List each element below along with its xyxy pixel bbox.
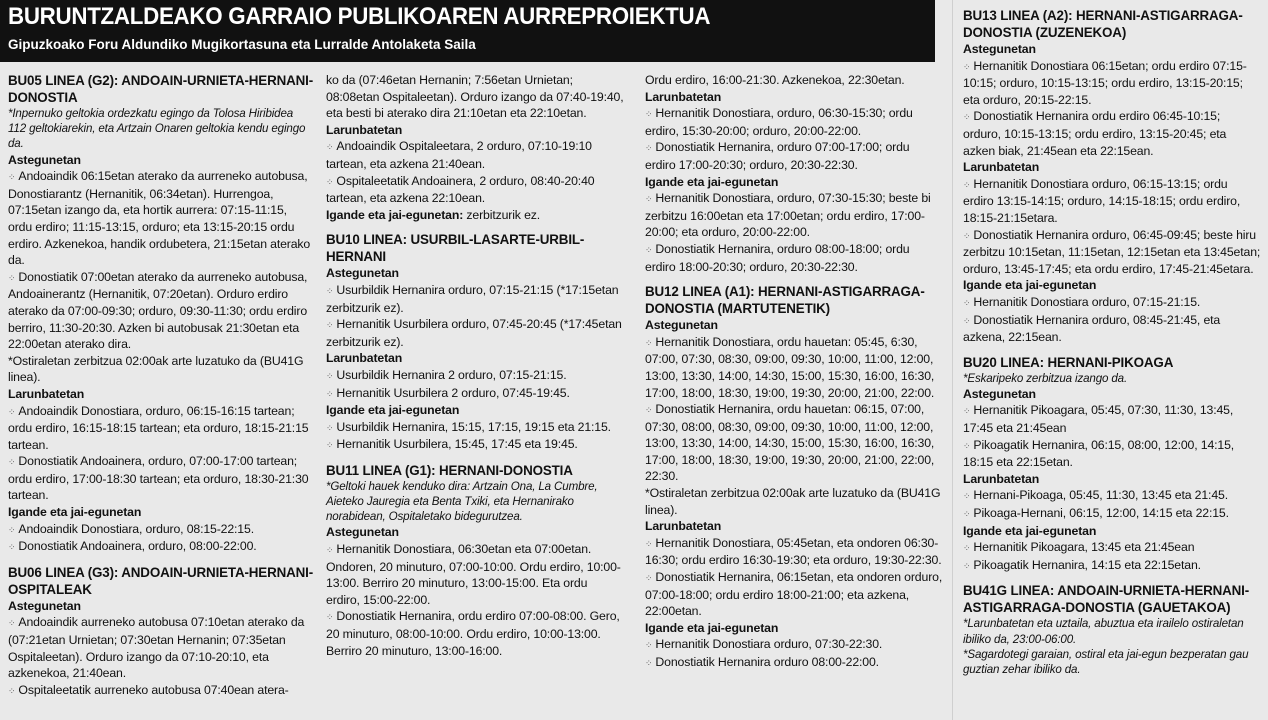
schedule-item bbox=[963, 505, 1261, 523]
bullet-icon: ⁘ bbox=[326, 440, 334, 451]
schedule-heading: Larunbatetan bbox=[645, 519, 722, 534]
schedule-text: Hernanitik Pikoagara, 13:45 eta 21:45ean bbox=[973, 540, 1195, 555]
schedule-text: Hernanitik Donostiara, orduro, 06:30-15:30; ordu erdiro, 15:30-20:00; orduro, 20:00-22:00. bbox=[645, 106, 913, 138]
page-header bbox=[0, 0, 935, 62]
bullet-icon: ⁘ bbox=[963, 440, 971, 451]
schedule-text: Hernanitik Donostiara orduro, 07:15-21:15. bbox=[973, 294, 1201, 309]
page-title: BURUNTZALDEAKO GARRAIO PUBLIKOAREN AURREPROIEKTUA bbox=[8, 3, 711, 30]
schedule-item bbox=[645, 105, 943, 139]
bullet-icon: ⁘ bbox=[963, 230, 971, 241]
schedule-item bbox=[963, 294, 1261, 312]
schedule-item bbox=[8, 614, 314, 681]
schedule-text: Andoaindik aurreneko autobusa 07:10etan aterako da (07:21etan Urnietan; 07:30etan Hernanin; 07:35etan Ospitaleetan). Orduro izango da 07:10-20:10, eta azkenekoa, 21:40ean. bbox=[8, 615, 305, 681]
schedule-text: *Ostiraletan zerbitzua 02:00ak arte luzatuko da (BU41G linea). bbox=[8, 353, 304, 385]
column-4 bbox=[963, 7, 1261, 720]
schedule-text: Pikoaga-Hernani, 06:15, 12:00, 14:15 eta 22:15. bbox=[973, 506, 1229, 521]
schedule-item bbox=[963, 227, 1261, 278]
schedule-heading: Larunbatetan bbox=[8, 386, 85, 401]
bullet-icon: ⁘ bbox=[326, 388, 334, 399]
line-title: BU11 LINEA (G1): HERNANI-DONOSTIA bbox=[326, 462, 573, 478]
bullet-icon: ⁘ bbox=[645, 405, 653, 416]
schedule-text: Donostiatik Hernanira orduro, 06:45-09:45; beste hiru zerbitzu 10:15etan, 11:15etan, 12:15etan eta 13:45etan; orduro, 13:45-17:45; eta ordu erdiro, 17:45-21:45etara. bbox=[963, 227, 1261, 276]
bullet-icon: ⁘ bbox=[645, 143, 653, 154]
schedule-item bbox=[963, 312, 1261, 346]
schedule-heading: Larunbatetan bbox=[963, 160, 1040, 175]
bullet-icon: ⁘ bbox=[326, 545, 334, 556]
bullet-icon: ⁘ bbox=[326, 422, 334, 433]
schedule-heading: Astegunetan bbox=[963, 386, 1036, 401]
bullet-icon: ⁘ bbox=[8, 172, 16, 183]
line-title: BU05 LINEA (G2): ANDOAIN-URNIETA-HERNANI-DONOSTIA bbox=[8, 73, 314, 105]
schedule-heading: Larunbatetan bbox=[963, 471, 1040, 486]
schedule-text: Donostiatik 07:00etan aterako da aurreneko autobusa, Andoainerantz (Hernanitik, 07:20etan). Orduro erdiro aterako da 07:00-09:30; orduro, 09:30-11:30; ordu erdiro berriro, 11:30-20:30. Azken bi autobusak 21:30etan eta 22:00etan aterako dira. bbox=[8, 269, 308, 352]
schedule-item bbox=[326, 173, 624, 207]
schedule-text: Pikoagatik Hernanira, 06:15, 08:00, 12:00, 14:15, 18:15 eta 22:15etan. bbox=[963, 437, 1235, 470]
line-title: BU10 LINEA: USURBIL-LASARTE-URBIL-HERNANI bbox=[326, 232, 585, 265]
schedule-text: Hernanitik Usurbilera orduro, 07:45-20:45 (*17:45etan zerbitzurik ez). bbox=[326, 317, 622, 349]
schedule-heading: Igande eta jai-egunetan bbox=[645, 620, 779, 635]
schedule-heading: Igande eta jai-egunetan bbox=[645, 174, 779, 189]
schedule-text: Andoaindik Donostiara, orduro, 06:15-16:15 tartean; ordu erdiro, 16:15-18:15 tartean; eta orduro, 18:15-21:15 tartean. bbox=[8, 403, 309, 452]
bullet-icon: ⁘ bbox=[8, 272, 16, 283]
bullet-icon: ⁘ bbox=[326, 612, 334, 623]
bullet-icon: ⁘ bbox=[963, 297, 971, 308]
schedule-heading: Astegunetan bbox=[645, 318, 718, 333]
schedule-text: Donostiatik Hernanira ordu erdiro 06:45-10:15; orduro, 10:15-13:15; ordu erdiro, 13:15-20:45; eta azken biak, 21:45ean eta 22:15ean. bbox=[963, 109, 1227, 158]
schedule-item bbox=[8, 538, 314, 556]
bullet-icon: ⁘ bbox=[326, 142, 334, 153]
schedule-item bbox=[963, 539, 1261, 557]
bullet-icon: ⁘ bbox=[963, 543, 971, 554]
schedule-text: Ospitaleetatik Andoainera, 2 orduro, 08:40-20:40 tartean, eta azkena 22:10ean. bbox=[326, 173, 595, 206]
schedule-item bbox=[963, 557, 1261, 575]
line-title: BU20 LINEA: HERNANI-PIKOAGA bbox=[963, 354, 1174, 370]
schedule-heading: Igande eta jai-egunetan bbox=[8, 505, 142, 520]
schedule-item bbox=[963, 58, 1261, 109]
schedule-item bbox=[326, 385, 624, 403]
schedule-item bbox=[8, 168, 314, 269]
bullet-icon: ⁘ bbox=[963, 491, 971, 502]
schedule-item bbox=[963, 176, 1261, 227]
schedule-text: Donostiatik Hernanira orduro 08:00-22:00. bbox=[655, 655, 879, 669]
schedule-heading: Larunbatetan bbox=[326, 351, 403, 366]
bullet-icon: ⁘ bbox=[963, 179, 971, 190]
schedule-heading: Igande eta jai-egunetan: bbox=[326, 207, 464, 222]
line-note: *Eskaripeko zerbitzua izango da. bbox=[963, 371, 1128, 385]
schedule-heading: Larunbatetan bbox=[645, 89, 722, 104]
schedule-item bbox=[645, 334, 943, 401]
schedule-text: Donostiatik Hernanira, orduro 07:00-17:00; ordu erdiro 17:00-20:30; orduro, 20:30-22:30. bbox=[645, 140, 910, 172]
bullet-icon: ⁘ bbox=[645, 538, 653, 549]
schedule-text: Hernanitik Donostiara orduro, 07:30-22:30. bbox=[655, 637, 883, 652]
schedule-heading: Astegunetan bbox=[326, 266, 399, 281]
bullet-icon: ⁘ bbox=[645, 658, 653, 668]
schedule-item bbox=[8, 453, 314, 504]
line-note: *Larunbatetan eta uztaila, abuztua eta irailelo ostiraletan ibiliko da, 23:00-06:00. bbox=[963, 617, 1244, 646]
bullet-icon: ⁘ bbox=[8, 685, 16, 696]
line-title: BU41G LINEA: ANDOAIN-URNIETA-HERNANI-ASTIGARRAGA-DONOSTIA (GAUETAKOA) bbox=[963, 583, 1250, 616]
schedule-text: *Ostiraletan zerbitzua 02:00ak arte luzatuko da (BU41G linea). bbox=[645, 486, 941, 517]
schedule-item bbox=[645, 535, 943, 569]
schedule-text: Ospitaleetatik aurreneko autobusa 07:40ean atera- bbox=[18, 682, 289, 697]
schedule-heading: Astegunetan bbox=[963, 42, 1036, 56]
bullet-icon: ⁘ bbox=[8, 524, 16, 535]
schedule-item bbox=[326, 316, 624, 350]
schedule-text: zerbitzurik ez. bbox=[463, 207, 541, 222]
column-1 bbox=[8, 72, 314, 720]
schedule-text: Donostiatik Andoainera, orduro, 07:00-17:00 tartean; ordu erdiro, 17:00-18:30 tartean; eta orduro, 18:30-21:30 tartean. bbox=[8, 454, 309, 503]
bullet-icon: ⁘ bbox=[963, 315, 971, 326]
schedule-text: Donostiatik Hernanira, ordu erdiro 07:00-08:00. Gero, 20 minuturo, 08:00-10:00. Ordu erdiro, 10:00-13:00. Berriro 20 minuturo, 13:00-16:00. bbox=[326, 609, 620, 658]
schedule-text: Usurbildik Hernanira, 15:15, 17:15, 19:15 eta 21:15. bbox=[336, 419, 611, 434]
bullet-icon: ⁘ bbox=[963, 112, 971, 123]
line-note: *Inpernuko geltokia ordezkatu egingo da Tolosa Hiribidea 112 geltokiarekin, eta Artzain Onaren geltokia kendu egingo da. bbox=[8, 107, 306, 151]
schedule-text: Andoaindik Donostiara, orduro, 08:15-22:15. bbox=[18, 521, 254, 536]
schedule-inline bbox=[326, 207, 624, 224]
bullet-icon: ⁘ bbox=[326, 370, 334, 381]
schedule-text: Donostiatik Hernanira, 06:15etan, eta ondoren orduro, 07:00-18:00; ordu erdiro 18:00-21:00; eta azkena, 22:00etan. bbox=[645, 570, 943, 619]
schedule-text: Hernanitik Donostiara 06:15etan; ordu erdiro 07:15-10:15; orduro, 10:15-13:15; ordu erdiro, 13:15-20:15; eta orduro, 20:15-22:15. bbox=[963, 58, 1247, 107]
schedule-text: Hernani-Pikoaga, 05:45, 11:30, 13:45 eta 21:45. bbox=[973, 488, 1228, 503]
schedule-heading: Igande eta jai-egunetan bbox=[963, 278, 1097, 293]
schedule-item bbox=[963, 108, 1261, 159]
schedule-item bbox=[645, 190, 943, 241]
bullet-icon: ⁘ bbox=[645, 244, 653, 255]
bullet-icon: ⁘ bbox=[645, 337, 653, 348]
schedule-text: Hernanitik Usurbilera 2 orduro, 07:45-19:45. bbox=[336, 385, 570, 400]
page-subtitle: Gipuzkoako Foru Aldundiko Mugikortasuna eta Lurralde Antolaketa Saila bbox=[8, 37, 476, 52]
schedule-heading: Larunbatetan bbox=[326, 122, 403, 137]
schedule-item bbox=[645, 636, 943, 654]
bullet-icon: ⁘ bbox=[326, 285, 334, 296]
schedule-text: Usurbildik Hernanira orduro, 07:15-21:15 (*17:15etan zerbitzurik ez). bbox=[326, 282, 619, 315]
bullet-icon: ⁘ bbox=[8, 542, 16, 553]
schedule-item bbox=[645, 139, 943, 173]
line-note: *Geltoki hauek kenduko dira: Artzain Ona, La Cumbre, Aieteko Jauregia eta Benta Txiki, eta Hernanirako norabidean, Ospitaletako bidegurutzea. bbox=[326, 479, 598, 524]
schedule-text: Hernanitik Donostiara, orduro, 07:30-15:30; beste bi zerbitzu 16:00etan eta 17:00etan; ordu erdiro, 17:00-20:00; eta orduro, 20:00-22:00. bbox=[645, 191, 931, 240]
schedule-item bbox=[326, 608, 624, 659]
schedule-item bbox=[326, 282, 624, 316]
bullet-icon: ⁘ bbox=[645, 194, 653, 205]
schedule-heading: Igande eta jai-egunetan bbox=[963, 523, 1097, 538]
schedule-heading: Astegunetan bbox=[8, 598, 81, 613]
schedule-item bbox=[326, 541, 624, 608]
schedule-item bbox=[645, 401, 943, 485]
schedule-text: Hernanitik Pikoagara, 05:45, 07:30, 11:30, 13:45, 17:45 eta 21:45ean bbox=[963, 403, 1234, 436]
schedule-item bbox=[326, 367, 624, 385]
schedule-heading: Astegunetan bbox=[326, 525, 399, 540]
schedule-item bbox=[963, 487, 1261, 505]
schedule-text: Pikoagatik Hernanira, 14:15 eta 22:15etan. bbox=[973, 557, 1201, 572]
schedule-text: Andoaindik Ospitaleetara, 2 orduro, 07:10-19:10 tartean, eta azkena 21:40ean. bbox=[326, 139, 592, 171]
schedule-text: Usurbildik Hernanira 2 orduro, 07:15-21:15. bbox=[336, 367, 567, 382]
line-note: *Sagardotegi garaian, ostiral eta jai-egun bezperatan gau guztian zehar ibiliko da. bbox=[963, 647, 1249, 677]
schedule-text: Donostiatik Hernanira, orduro 08:00-18:00; ordu erdiro 18:00-20:30; orduro, 20:30-22:30. bbox=[645, 241, 910, 274]
bullet-icon: ⁘ bbox=[963, 509, 971, 520]
bullet-icon: ⁘ bbox=[645, 573, 653, 584]
schedule-text: ko da (07:46etan Hernanin; 7:56etan Urnietan; 08:08etan Ospitaleetan). Orduro izango da 07:40-19:40, eta besti bi aterako dira 21:10etan eta 22:10etan. bbox=[326, 73, 624, 121]
bullet-icon: ⁘ bbox=[645, 109, 653, 120]
schedule-text: Hernanitik Donostiara, 05:45etan, eta ondoren 06:30-16:30; ordu erdiro 16:30-19:30; eta orduro, 19:30-22:30. bbox=[645, 535, 942, 568]
line-title: BU06 LINEA (G3): ANDOAIN-URNIETA-HERNANI-OSPITALEAK bbox=[8, 564, 314, 597]
bullet-icon: ⁘ bbox=[963, 61, 971, 72]
schedule-item bbox=[645, 241, 943, 275]
bullet-icon: ⁘ bbox=[963, 560, 971, 571]
schedule-text: Hernanitik Donostiara, ordu hauetan: 05:45, 6:30, 07:00, 07:30, 08:30, 09:00, 09:30, 10:00, 11:00, 12:00, 13:00, 13:30, 14:00, 14:30, 15:00, 15:30, 16:00, 16:30, 17:00, 18:00, 18:30, 19:00, 19:30, 20:00, 21:00, 22:00. bbox=[645, 334, 935, 400]
bullet-icon: ⁘ bbox=[8, 457, 16, 468]
schedule-heading: Igande eta jai-egunetan bbox=[326, 403, 460, 418]
column-3 bbox=[645, 72, 943, 720]
schedule-text: Hernanitik Usurbilera, 15:45, 17:45 eta 19:45. bbox=[336, 437, 578, 452]
column-divider bbox=[952, 0, 953, 720]
schedule-item bbox=[963, 437, 1261, 471]
bullet-icon: ⁘ bbox=[963, 406, 971, 417]
bullet-icon: ⁘ bbox=[326, 176, 334, 187]
bullet-icon: ⁘ bbox=[326, 320, 334, 331]
schedule-item bbox=[645, 654, 943, 672]
bullet-icon: ⁘ bbox=[8, 618, 16, 629]
schedule-item bbox=[963, 402, 1261, 436]
schedule-text: Donostiatik Hernanira orduro, 08:45-21:45, eta azkena, 22:15ean. bbox=[963, 312, 1221, 345]
schedule-item bbox=[8, 521, 314, 539]
schedule-item bbox=[8, 682, 314, 700]
line-title: BU12 LINEA (A1): HERNANI-ASTIGARRAGA-DONOSTIA (MARTUTENETIK) bbox=[645, 284, 925, 317]
schedule-item bbox=[8, 269, 314, 353]
schedule-text: Donostiatik Hernanira, ordu hauetan: 06:15, 07:00, 07:30, 08:00, 08:30, 09:00, 09:30, 10:00, 11:00, 12:00, 13:00, 13:30, 14:00, 14:30, 15:00, 15:30, 16:00, 16:30, 17:00, 18:00, 18:30, 19:00, 19:30, 20:00, 21:00, 22:00, 22:30. bbox=[645, 402, 935, 484]
schedule-text: Ordu erdiro, 16:00-21:30. Azkenekoa, 22:30etan. bbox=[645, 73, 905, 87]
bullet-icon: ⁘ bbox=[645, 640, 653, 651]
schedule-item bbox=[8, 403, 314, 454]
line-title: BU13 LINEA (A2): HERNANI-ASTIGARRAGA-DONOSTIA (ZUZENEKOA) bbox=[963, 8, 1243, 40]
schedule-item bbox=[645, 569, 943, 620]
schedule-item bbox=[326, 436, 624, 454]
schedule-text: Hernanitik Donostiara orduro, 06:15-13:15; ordu erdiro 13:15-14:15; orduro, 14:15-18:15; ordu erdiro, 18:15-21:15etara. bbox=[963, 176, 1241, 225]
schedule-item bbox=[326, 419, 624, 437]
bullet-icon: ⁘ bbox=[8, 406, 16, 417]
schedule-item bbox=[326, 138, 624, 172]
schedule-text: Andoaindik 06:15etan aterako da aurreneko autobusa, Donostiarantz (Hernanitik, 06:34etan). Hurrengoa, 07:15etan izango da, eta hortik aurrera: 07:15-11:15, ordu erdiro; 11:15-13:15, orduro; eta 13:15-20:15 ordu erdiro. Azkenekoa, handik ordubetera, 21:15etan aterako da. bbox=[8, 169, 311, 268]
column-2 bbox=[326, 72, 624, 720]
schedule-heading: Astegunetan bbox=[8, 152, 81, 167]
schedule-text: Donostiatik Andoainera, orduro, 08:00-22:00. bbox=[18, 539, 257, 554]
schedule-text: Hernanitik Donostiara, 06:30etan eta 07:00etan. Ondoren, 20 minuturo, 07:00-10:00. Ordu erdiro, 10:00-13:00. Berriro 20 minuturo, 13:00-15:00. Eta ordu erdiro, 15:00-22:00. bbox=[326, 542, 621, 607]
